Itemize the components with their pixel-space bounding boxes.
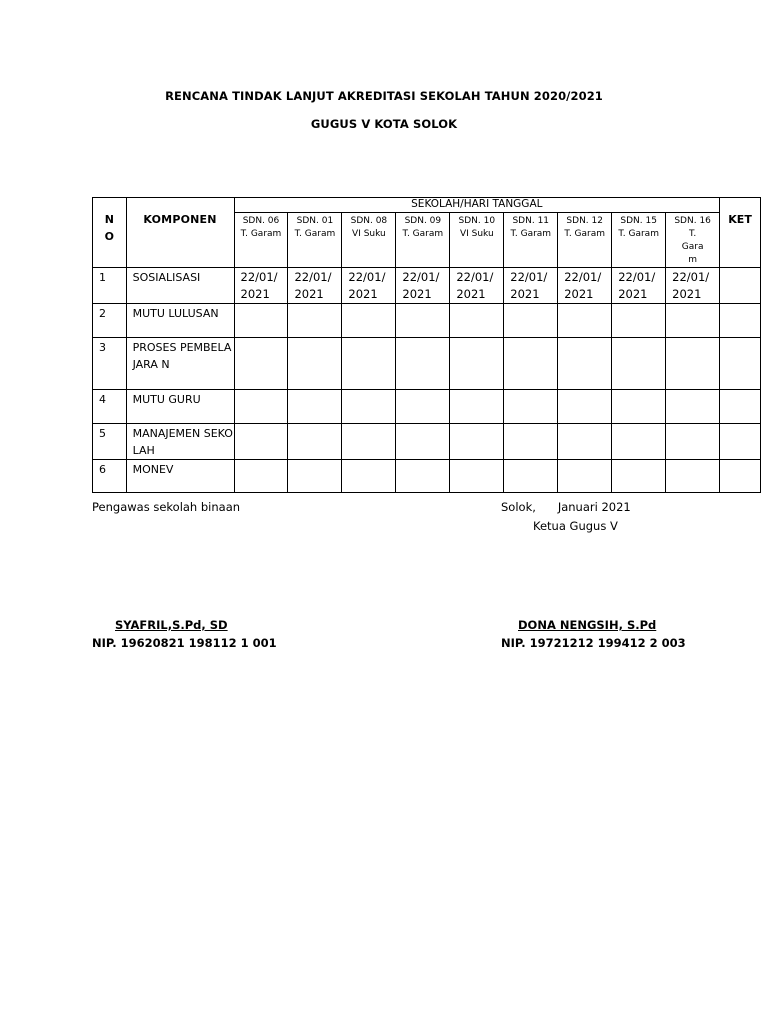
- school-location: T. Gara m: [681, 229, 704, 265]
- school-header: [558, 213, 612, 268]
- right-signatory-nip: NIP. 19721212 199412 2 003: [501, 636, 686, 650]
- date-cell: [396, 424, 450, 460]
- date-cell: [504, 460, 558, 493]
- date-cell: 22/01/ 2021: [666, 268, 720, 304]
- date-cell: 22/01/ 2021: [504, 268, 558, 304]
- date-cell: [234, 390, 288, 424]
- school-header: [234, 213, 288, 268]
- table-row: [93, 460, 761, 493]
- school-name: SDN. 15: [620, 216, 657, 226]
- school-header: [666, 213, 720, 268]
- date-cell: 22/01/ 2021: [288, 268, 342, 304]
- date-cell: [450, 338, 504, 390]
- right-signatory-name: DONA NENGSIH, S.Pd: [518, 618, 657, 632]
- table-row: [93, 390, 761, 424]
- row-number: 2: [93, 304, 127, 338]
- header-sekolah-hari-tanggal: SEKOLAH/HARI TANGGAL: [234, 198, 720, 213]
- row-ket: [720, 390, 761, 424]
- table-row: [93, 338, 761, 390]
- row-number: 6: [93, 460, 127, 493]
- school-header: [450, 213, 504, 268]
- place-date: Solok, Januari 2021: [501, 500, 631, 514]
- date-cell: [558, 304, 612, 338]
- date-cell: [342, 338, 396, 390]
- date-cell: [666, 304, 720, 338]
- school-location: T. Garam: [294, 229, 336, 239]
- date-cell: [288, 460, 342, 493]
- date-cell: [558, 460, 612, 493]
- table-row: [93, 304, 761, 338]
- left-signatory-name: SYAFRIL,S.Pd, SD: [115, 618, 228, 632]
- date-cell: [666, 390, 720, 424]
- school-name: SDN. 10: [458, 216, 496, 226]
- row-number: 5: [93, 424, 127, 460]
- date-cell: [396, 304, 450, 338]
- document-title: RENCANA TINDAK LANJUT AKREDITASI SEKOLAH TAHUN 2020/2021: [165, 89, 603, 103]
- header-komponen: KOMPONEN: [126, 198, 234, 268]
- school-location: T. Garam: [510, 229, 552, 239]
- school-header: [342, 213, 396, 268]
- date-cell: [342, 460, 396, 493]
- date-cell: [504, 390, 558, 424]
- date-cell: 22/01/ 2021: [234, 268, 288, 304]
- row-number: 4: [93, 390, 127, 424]
- row-ket: [720, 460, 761, 493]
- row-ket: [720, 338, 761, 390]
- table-body: [93, 268, 761, 493]
- date-cell: [234, 424, 288, 460]
- date-cell: [504, 424, 558, 460]
- row-komponen: MUTU GURU: [126, 390, 234, 424]
- date-cell: [234, 460, 288, 493]
- document-subtitle: GUGUS V KOTA SOLOK: [310, 117, 458, 131]
- date-cell: [612, 390, 666, 424]
- row-komponen: MONEV: [126, 460, 234, 493]
- left-signatory-role: Pengawas sekolah binaan: [92, 500, 241, 514]
- school-name: SDN. 11: [512, 216, 550, 226]
- date-cell: [342, 390, 396, 424]
- date-cell: [396, 338, 450, 390]
- school-header: [396, 213, 450, 268]
- date-cell: [558, 338, 612, 390]
- row-ket: [720, 424, 761, 460]
- school-location: T. Garam: [618, 229, 659, 239]
- date-cell: [450, 390, 504, 424]
- date-cell: [396, 460, 450, 493]
- row-komponen: PROSES PEMBELAJARA N: [126, 338, 234, 390]
- date-cell: 22/01/ 2021: [342, 268, 396, 304]
- date-cell: 22/01/ 2021: [612, 268, 666, 304]
- school-location: T. Garam: [402, 229, 444, 239]
- rtl-table: [92, 197, 761, 493]
- school-location: VI Suku: [352, 229, 386, 239]
- date-cell: 22/01/ 2021: [396, 268, 450, 304]
- date-cell: [666, 460, 720, 493]
- school-header: [504, 213, 558, 268]
- date-cell: [342, 424, 396, 460]
- table-row: [93, 424, 761, 460]
- school-name: SDN. 12: [566, 216, 603, 226]
- row-komponen: MUTU LULUSAN: [126, 304, 234, 338]
- row-number: 3: [93, 338, 127, 390]
- date-cell: 22/01/ 2021: [558, 268, 612, 304]
- school-header: [612, 213, 666, 268]
- header-ket: KET: [720, 198, 761, 268]
- school-header: [288, 213, 342, 268]
- date-cell: [234, 304, 288, 338]
- date-cell: [288, 338, 342, 390]
- school-name: SDN. 09: [404, 216, 442, 226]
- date-cell: [288, 304, 342, 338]
- school-name: SDN. 06: [242, 216, 280, 226]
- date-cell: [558, 424, 612, 460]
- date-cell: [234, 338, 288, 390]
- date-cell: [612, 304, 666, 338]
- right-signatory-role: Ketua Gugus V: [533, 519, 618, 533]
- school-name: SDN. 16: [674, 216, 711, 226]
- row-number: 1: [93, 268, 127, 304]
- school-location: T. Garam: [564, 229, 606, 239]
- date-cell: [288, 390, 342, 424]
- header-no: N O: [93, 198, 127, 268]
- table-row: [93, 268, 761, 304]
- row-komponen: MANAJEMEN SEKOLAH: [126, 424, 234, 460]
- date-cell: [396, 390, 450, 424]
- school-location: T. Garam: [240, 229, 282, 239]
- date-cell: [504, 304, 558, 338]
- left-signatory-nip: NIP. 19620821 198112 1 001: [92, 636, 277, 650]
- row-ket: [720, 268, 761, 304]
- date-cell: [342, 304, 396, 338]
- date-cell: [666, 424, 720, 460]
- date-cell: [612, 338, 666, 390]
- row-komponen: SOSIALISASI: [126, 268, 234, 304]
- date-cell: [612, 460, 666, 493]
- row-ket: [720, 304, 761, 338]
- date-cell: [450, 460, 504, 493]
- date-cell: [450, 424, 504, 460]
- school-name: SDN. 01: [296, 216, 334, 226]
- date-cell: [666, 338, 720, 390]
- date-cell: [450, 304, 504, 338]
- school-location: VI Suku: [459, 229, 494, 239]
- date-cell: [558, 390, 612, 424]
- date-cell: 22/01/ 2021: [450, 268, 504, 304]
- date-cell: [612, 424, 666, 460]
- date-cell: [288, 424, 342, 460]
- school-name: SDN. 08: [350, 216, 388, 226]
- date-cell: [504, 338, 558, 390]
